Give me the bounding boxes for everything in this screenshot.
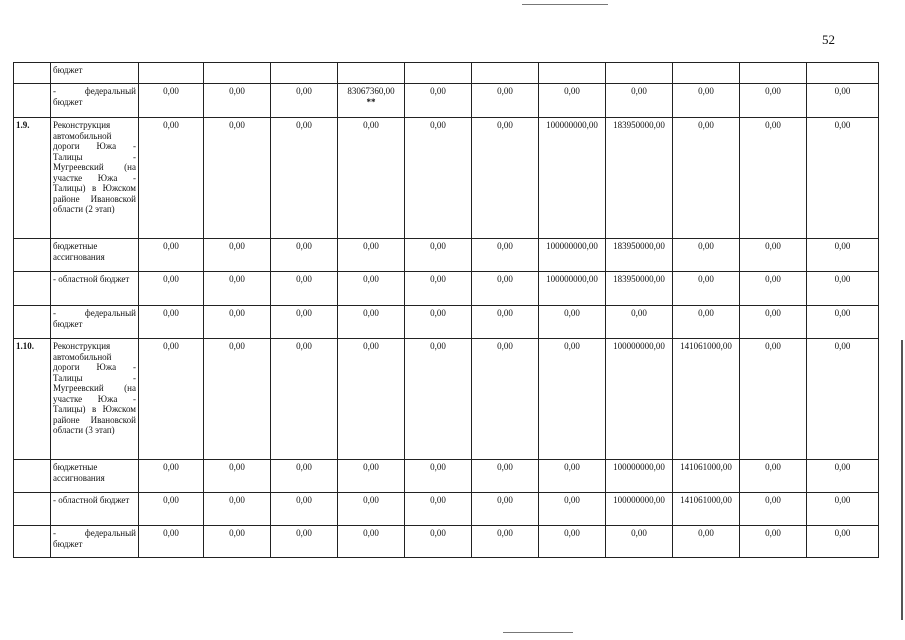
value-cell [539, 239, 606, 272]
value-text: 0,00 [430, 308, 446, 318]
value-cell [807, 118, 879, 239]
value-cell [271, 526, 338, 558]
value-text: 0,00 [296, 462, 312, 472]
value-cell [740, 526, 807, 558]
row-name: бюджетные ассигнования [51, 239, 139, 272]
value-text: 0,00 [698, 120, 714, 130]
value-cell [673, 526, 740, 558]
value-text: 0,00 [363, 274, 379, 284]
value-text: 0,00 [497, 274, 513, 284]
value-text: 0,00 [296, 120, 312, 130]
value-cell [139, 84, 204, 118]
value-cell [740, 306, 807, 339]
value-cell [139, 63, 204, 84]
value-text: 0,00 [765, 274, 781, 284]
value-cell [673, 493, 740, 526]
budget-table [13, 62, 879, 558]
value-text: 0,00 [430, 120, 446, 130]
value-text: 141061000,00 [680, 495, 732, 505]
table-row [14, 306, 879, 339]
value-cell [405, 493, 472, 526]
value-cell [673, 339, 740, 460]
value-text: 0,00 [765, 528, 781, 538]
value-cell [807, 272, 879, 306]
value-text: 100000000,00 [613, 495, 665, 505]
table-row [14, 239, 879, 272]
row-number [14, 526, 51, 558]
value-text: 0,00 [229, 86, 245, 96]
value-cell [271, 306, 338, 339]
value-cell [271, 493, 338, 526]
value-text: 0,00 [229, 241, 245, 251]
value-text: 0,00 [564, 86, 580, 96]
value-text: 0,00 [834, 341, 851, 351]
value-text: 0,00 [229, 462, 245, 472]
value-cell [673, 84, 740, 118]
value-cell [740, 339, 807, 460]
value-text: 0,00 [698, 308, 714, 318]
value-text: 0,00 [765, 495, 781, 505]
value-cell [139, 493, 204, 526]
value-text: 0,00 [163, 341, 179, 351]
value-text: 100000000,00 [546, 241, 598, 251]
row-name: бюджетные ассигнования [51, 460, 139, 493]
scan-artifact-edge [901, 340, 903, 620]
value-text: 0,00 [834, 86, 851, 96]
value-text: 0,00 [296, 341, 312, 351]
value-cell [204, 493, 271, 526]
value-text: 0,00 [765, 341, 781, 351]
row-name: - федеральный бюджет [51, 84, 139, 118]
value-text: 0,00 [363, 120, 379, 130]
value-cell [405, 339, 472, 460]
value-cell [740, 118, 807, 239]
value-text: 0,00 [564, 308, 580, 318]
value-cell [405, 84, 472, 118]
value-text: 0,00 [163, 86, 179, 96]
value-text: 0,00 [631, 86, 647, 96]
value-text: 100000000,00 [546, 120, 598, 130]
value-text: 0,00 [430, 86, 446, 96]
value-cell [139, 339, 204, 460]
row-number [14, 306, 51, 339]
value-text: 0,00 [296, 495, 312, 505]
value-cell [606, 63, 673, 84]
table-row [14, 272, 879, 306]
value-cell [807, 63, 879, 84]
value-cell [673, 306, 740, 339]
value-cell [139, 272, 204, 306]
value-text: 0,00 [430, 241, 446, 251]
value-cell [673, 460, 740, 493]
value-cell [271, 460, 338, 493]
value-cell [338, 84, 405, 118]
value-text: 0,00 [698, 528, 714, 538]
value-cell [740, 239, 807, 272]
value-cell [539, 84, 606, 118]
value-text: 0,00 [834, 308, 851, 318]
row-name: Реконструкция автомобильной дороги Южа - Талицы - Мугреевский (на участке Южа - Талицы) в Южском районе Ивановской области (2 этап) [51, 118, 139, 239]
value-cell [338, 239, 405, 272]
table-row [14, 63, 879, 84]
value-text: 0,00 [564, 495, 580, 505]
value-cell [606, 460, 673, 493]
row-number: 1.9. [14, 118, 51, 239]
row-number [14, 272, 51, 306]
value-text: 0,00 [229, 308, 245, 318]
value-cell [338, 339, 405, 460]
row-name: - федеральный бюджет [51, 526, 139, 558]
table-row [14, 526, 879, 558]
value-cell [139, 118, 204, 239]
value-cell [405, 460, 472, 493]
value-cell [405, 272, 472, 306]
value-cell [472, 306, 539, 339]
value-text: 0,00 [497, 341, 513, 351]
value-cell [539, 526, 606, 558]
value-text: 0,00 [363, 495, 379, 505]
row-number [14, 493, 51, 526]
value-text: 0,00 [430, 274, 446, 284]
value-text: 0,00 [698, 86, 714, 96]
value-text: 0,00 [834, 495, 851, 505]
row-name: - областной бюджет [51, 272, 139, 306]
value-cell [539, 118, 606, 239]
row-name: бюджет [51, 63, 139, 84]
value-text: 0,00 [296, 308, 312, 318]
row-name: - областной бюджет [51, 493, 139, 526]
value-cell [606, 118, 673, 239]
value-cell [139, 306, 204, 339]
value-cell [807, 526, 879, 558]
value-cell [271, 272, 338, 306]
row-name: Реконструкция автомобильной дороги Южа - Талицы - Мугреевский (на участке Южа - Талицы) в Южском районе Ивановской области (3 этап) [51, 339, 139, 460]
scan-artifact-line-bottom [503, 632, 573, 633]
value-cell [338, 460, 405, 493]
row-number [14, 239, 51, 272]
value-cell [405, 239, 472, 272]
value-cell [606, 306, 673, 339]
value-cell [139, 239, 204, 272]
value-text: 0,00 [296, 241, 312, 251]
value-cell [807, 339, 879, 460]
value-text: 0,00 [497, 462, 513, 472]
value-cell [204, 460, 271, 493]
value-cell [606, 493, 673, 526]
value-text: 0,00 [834, 120, 851, 130]
row-number [14, 84, 51, 118]
value-text: 183950000,00 [613, 274, 665, 284]
value-text: 0,00 [497, 241, 513, 251]
row-name: - федеральный бюджет [51, 306, 139, 339]
value-text: 0,00 [765, 462, 781, 472]
value-cell [472, 460, 539, 493]
value-text: 0,00 [834, 528, 851, 538]
value-text: 0,00 [631, 528, 647, 538]
value-cell [338, 63, 405, 84]
value-cell [740, 63, 807, 84]
value-cell [139, 460, 204, 493]
row-number: 1.10. [14, 339, 51, 460]
value-cell [271, 118, 338, 239]
budget-table-body [14, 63, 879, 558]
value-cell [807, 84, 879, 118]
value-text: 0,00 [834, 462, 851, 472]
value-cell [204, 306, 271, 339]
value-cell [405, 118, 472, 239]
value-cell [204, 118, 271, 239]
value-text: 141061000,00 [680, 462, 732, 472]
value-cell [204, 63, 271, 84]
scan-artifact-line-top [522, 4, 608, 5]
value-cell [139, 526, 204, 558]
value-cell [338, 306, 405, 339]
value-text: 0,00 [163, 308, 179, 318]
table-row [14, 84, 879, 118]
row-number [14, 63, 51, 84]
value-text: 0,00 [765, 308, 781, 318]
value-text: 83067360,00 [347, 86, 395, 96]
value-text: 0,00 [363, 341, 379, 351]
value-text: 0,00 [163, 462, 179, 472]
value-text: 0,00 [564, 341, 580, 351]
value-cell [606, 526, 673, 558]
value-text: 0,00 [497, 86, 513, 96]
value-cell [472, 272, 539, 306]
value-text: 0,00 [296, 528, 312, 538]
value-cell [673, 118, 740, 239]
value-text: 0,00 [163, 241, 179, 251]
value-text: 0,00 [834, 241, 851, 251]
value-text: 100000000,00 [613, 341, 665, 351]
value-cell [539, 339, 606, 460]
value-text: 100000000,00 [613, 462, 665, 472]
value-cell [271, 84, 338, 118]
value-text: 0,00 [296, 274, 312, 284]
value-cell [606, 84, 673, 118]
value-cell [204, 84, 271, 118]
value-text: 0,00 [497, 528, 513, 538]
value-text: 183950000,00 [613, 120, 665, 130]
page-number: 52 [822, 32, 835, 47]
value-text: 0,00 [363, 308, 379, 318]
value-text: 0,00 [765, 120, 781, 130]
value-text: 0,00 [363, 528, 379, 538]
value-text: 0,00 [497, 120, 513, 130]
row-number [14, 460, 51, 493]
value-cell [539, 272, 606, 306]
value-text: 0,00 [163, 274, 179, 284]
value-cell [539, 306, 606, 339]
value-text: 0,00 [430, 528, 446, 538]
value-cell [204, 339, 271, 460]
table-row [14, 339, 879, 460]
value-text: 0,00 [564, 462, 580, 472]
value-text: 141061000,00 [680, 341, 732, 351]
value-cell [204, 272, 271, 306]
value-cell [338, 526, 405, 558]
value-cell [606, 272, 673, 306]
value-cell [606, 339, 673, 460]
value-cell [740, 272, 807, 306]
value-text: 0,00 [430, 495, 446, 505]
value-text: 0,00 [765, 241, 781, 251]
value-cell [338, 118, 405, 239]
value-cell [472, 339, 539, 460]
value-cell [673, 63, 740, 84]
value-text: 0,00 [229, 528, 245, 538]
value-cell [472, 239, 539, 272]
value-text: 0,00 [363, 462, 379, 472]
value-cell [472, 84, 539, 118]
value-cell [338, 272, 405, 306]
value-cell [472, 526, 539, 558]
value-cell [539, 63, 606, 84]
value-cell [338, 493, 405, 526]
value-text: 0,00 [497, 308, 513, 318]
value-cell [740, 84, 807, 118]
value-text: 0,00 [296, 86, 312, 96]
footnote-mark: ** [366, 96, 376, 107]
value-cell [271, 239, 338, 272]
value-cell [807, 306, 879, 339]
value-text: 0,00 [163, 120, 179, 130]
value-text: 0,00 [430, 341, 446, 351]
value-cell [539, 493, 606, 526]
value-cell [807, 493, 879, 526]
value-text: 0,00 [229, 495, 245, 505]
value-cell [606, 239, 673, 272]
value-text: 0,00 [564, 528, 580, 538]
value-text: 0,00 [698, 274, 714, 284]
value-cell [807, 460, 879, 493]
value-text: 0,00 [631, 308, 647, 318]
value-text: 0,00 [163, 495, 179, 505]
table-row [14, 118, 879, 239]
value-text: 0,00 [497, 495, 513, 505]
value-cell [740, 493, 807, 526]
value-cell [405, 63, 472, 84]
value-text: 0,00 [430, 462, 446, 472]
value-cell [472, 118, 539, 239]
value-text: 0,00 [363, 241, 379, 251]
value-text: 100000000,00 [546, 274, 598, 284]
value-text: 0,00 [765, 86, 781, 96]
table-row [14, 460, 879, 493]
value-text: 183950000,00 [613, 241, 665, 251]
value-cell [405, 526, 472, 558]
value-cell [539, 460, 606, 493]
value-cell [740, 460, 807, 493]
table-row [14, 493, 879, 526]
value-cell [673, 272, 740, 306]
value-text: 0,00 [698, 241, 714, 251]
value-cell [673, 239, 740, 272]
value-cell [271, 63, 338, 84]
value-cell [405, 306, 472, 339]
value-text: 0,00 [229, 120, 245, 130]
value-cell [271, 339, 338, 460]
value-text: 0,00 [834, 274, 851, 284]
value-text: 0,00 [229, 274, 245, 284]
value-cell [204, 526, 271, 558]
value-cell [807, 239, 879, 272]
value-cell [204, 239, 271, 272]
value-text: 0,00 [229, 341, 245, 351]
value-cell [472, 493, 539, 526]
value-cell [472, 63, 539, 84]
value-text: 0,00 [163, 528, 179, 538]
